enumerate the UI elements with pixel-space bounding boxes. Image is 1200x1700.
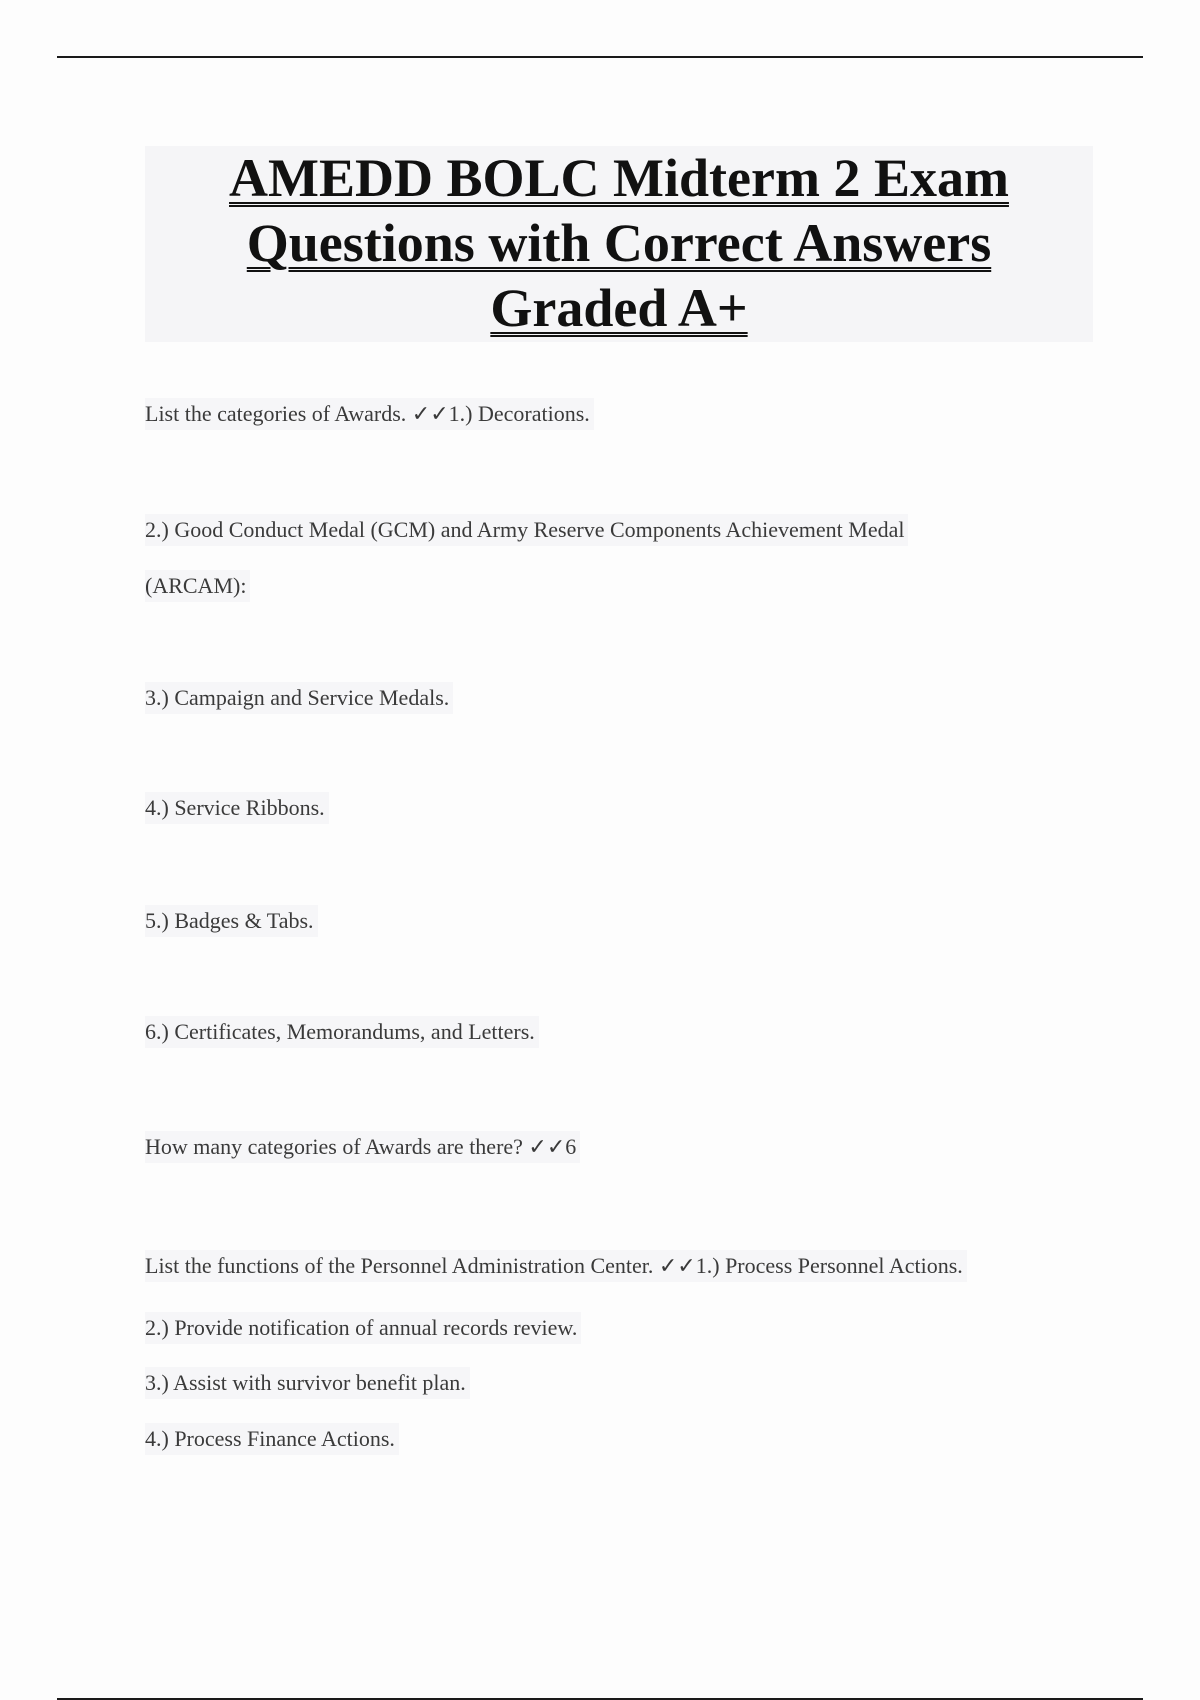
question-awards-categories: List the categories of Awards. ✓✓1.) Decorations. xyxy=(145,398,594,430)
document-title xyxy=(145,146,1093,342)
question-pac-functions: List the functions of the Personnel Administration Center. ✓✓1.) Process Personnel Actions. xyxy=(145,1250,967,1282)
answer-line: 6.) Certificates, Memorandums, and Letters. xyxy=(145,1016,539,1048)
title-line-2: Questions with Correct Answers xyxy=(246,213,992,273)
top-divider xyxy=(57,56,1143,58)
answer-line: 3.) Campaign and Service Medals. xyxy=(145,682,453,714)
answer-line: 2.) Good Conduct Medal (GCM) and Army Reserve Components Achievement Medal xyxy=(145,514,908,546)
title-line-3: Graded A+ xyxy=(490,278,748,338)
answer-line: 4.) Process Finance Actions. xyxy=(145,1423,399,1455)
title-line-1: AMEDD BOLC Midterm 2 Exam xyxy=(229,148,1009,208)
answer-line: 4.) Service Ribbons. xyxy=(145,792,329,824)
answer-line: 2.) Provide notification of annual records review. xyxy=(145,1312,581,1344)
answer-line: 5.) Badges & Tabs. xyxy=(145,905,318,937)
answer-line: (ARCAM): xyxy=(145,570,250,602)
answer-line: 3.) Assist with survivor benefit plan. xyxy=(145,1367,470,1399)
question-awards-count: How many categories of Awards are there? ✓✓6 xyxy=(145,1131,580,1163)
